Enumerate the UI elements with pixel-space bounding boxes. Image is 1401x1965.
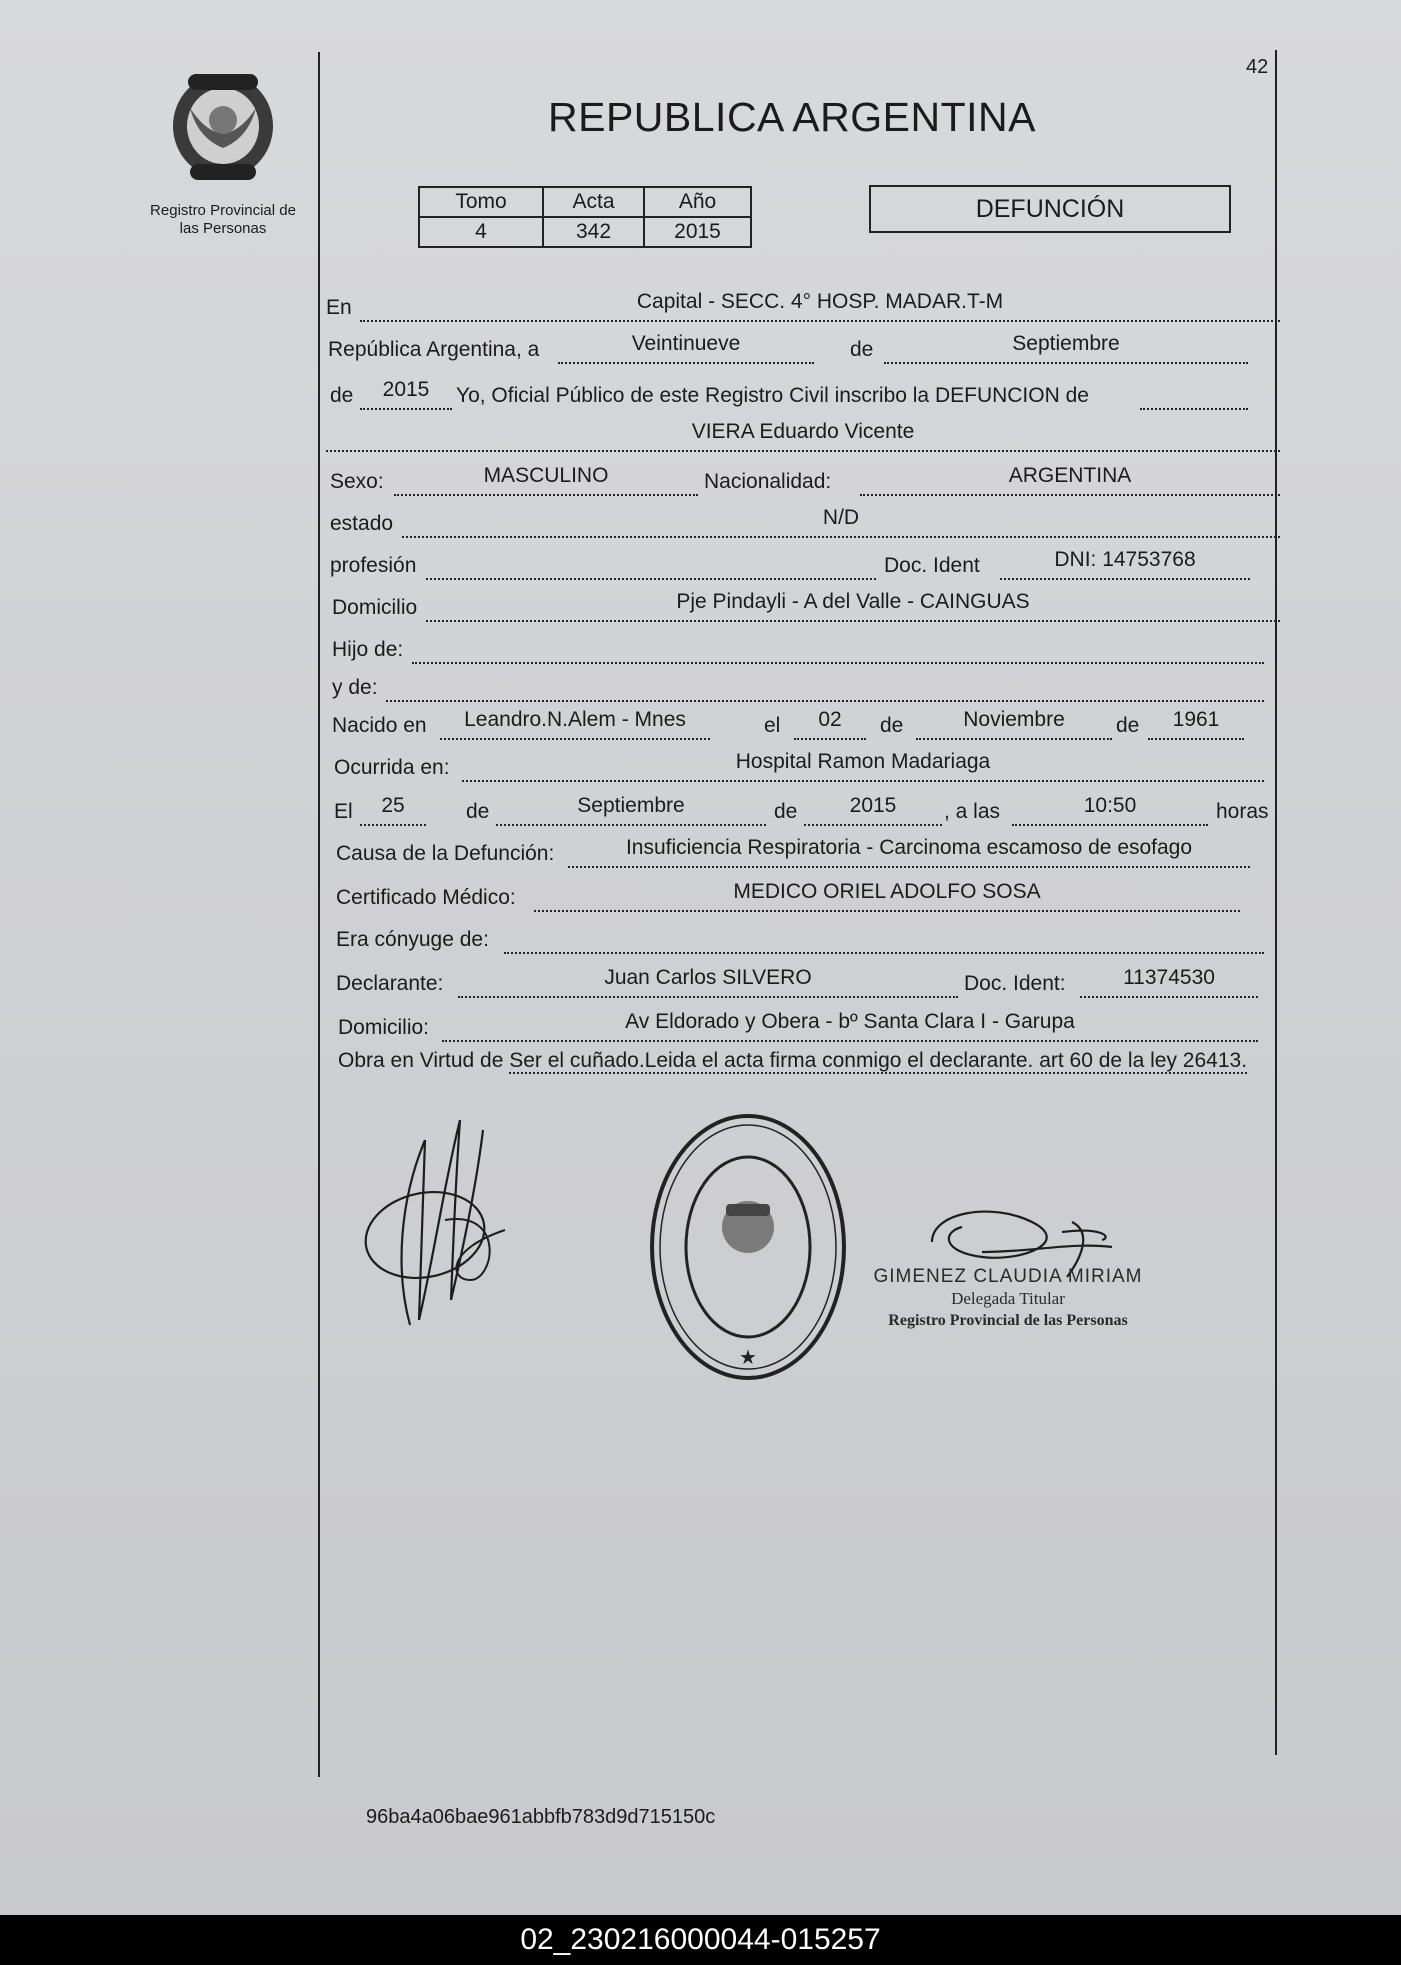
field-sex: MASCULINO xyxy=(394,462,698,496)
row-status xyxy=(326,504,1281,538)
official-organization: Registro Provincial de las Personas xyxy=(888,1312,1128,1329)
field-place: Capital - SECC. 4° HOSP. MADAR.T-M xyxy=(360,288,1280,322)
registry-name xyxy=(130,202,316,238)
label-de-birth-month: de xyxy=(880,714,904,737)
official-signature-block xyxy=(868,1266,1148,1332)
row-legal-basis xyxy=(338,1046,1283,1076)
label-de: de xyxy=(850,338,874,361)
field-birth-day: 02 xyxy=(794,706,866,740)
field-nationality: ARGENTINA xyxy=(860,462,1280,496)
field-occurred-place: Hospital Ramon Madariaga xyxy=(462,748,1264,782)
row-death-date xyxy=(326,792,1281,826)
field-declarant-doc: 11374530 xyxy=(1080,964,1258,998)
label-de-birth-year: de xyxy=(1116,714,1140,737)
book-reference-table xyxy=(418,186,752,248)
label-y-de: y de: xyxy=(332,676,378,699)
provincial-seal-logo xyxy=(168,68,278,186)
label-republica: República Argentina, a xyxy=(328,338,540,361)
field-blank-after-statement xyxy=(1140,376,1248,410)
field-certificate: MEDICO ORIEL ADOLFO SOSA xyxy=(534,878,1240,912)
field-spouse xyxy=(504,920,1264,954)
field-address: Pje Pindayli - A del Valle - CAINGUAS xyxy=(426,588,1280,622)
label-declarante: Declarante: xyxy=(336,972,444,995)
footer-code-bar: 02_230216000044-015257 xyxy=(0,1915,1401,1965)
field-birth-year: 1961 xyxy=(1148,706,1244,740)
label-obra: Obra en Virtud de xyxy=(338,1049,504,1072)
label-yo-statement: Yo, Oficial Público de este Registro Civil inscribo la DEFUNCION de xyxy=(456,384,1089,407)
page-number: 42 xyxy=(1246,56,1269,78)
field-deceased-name: VIERA Eduardo Vicente xyxy=(326,418,1280,452)
registry-line-2: las Personas xyxy=(179,220,267,237)
field-and-of xyxy=(386,668,1264,702)
field-declarant: Juan Carlos SILVERO xyxy=(458,964,958,998)
value-tomo: 4 xyxy=(419,217,543,247)
row-son-of xyxy=(326,630,1281,664)
label-causa: Causa de la Defunción: xyxy=(336,842,555,865)
page-title: REPUBLICA ARGENTINA xyxy=(548,94,1036,140)
row-sex-nationality xyxy=(326,462,1281,496)
field-death-day: 25 xyxy=(360,792,426,826)
label-decl-domicilio: Domicilio: xyxy=(338,1016,430,1039)
field-death-year: 2015 xyxy=(804,792,942,826)
label-el: el xyxy=(764,714,781,737)
row-name xyxy=(326,418,1281,452)
document-hash: 96ba4a06bae961abbfb783d9d715150c xyxy=(366,1806,716,1828)
label-hijo-de: Hijo de: xyxy=(332,638,404,661)
left-margin-rule xyxy=(318,52,320,1777)
label-a-las: , a las xyxy=(944,800,1001,823)
field-day: Veintinueve xyxy=(558,330,814,364)
value-acta: 342 xyxy=(543,217,644,247)
field-cause: Insuficiencia Respiratoria - Carcinoma escamoso de esofago xyxy=(568,834,1250,868)
field-death-time: 10:50 xyxy=(1012,792,1208,826)
row-place xyxy=(326,288,1281,322)
svg-text:★: ★ xyxy=(739,1345,757,1369)
field-year: 2015 xyxy=(360,376,452,410)
row-declarant xyxy=(326,964,1281,998)
official-stamp xyxy=(648,1112,848,1382)
declarant-signature xyxy=(355,1100,515,1340)
row-cause xyxy=(326,834,1281,868)
field-birthplace: Leandro.N.Alem - Mnes xyxy=(440,706,710,740)
label-horas: horas xyxy=(1216,800,1269,823)
row-spouse xyxy=(326,920,1281,954)
label-de-year: de xyxy=(330,384,354,407)
field-document: DNI: 14753768 xyxy=(1000,546,1250,580)
header-acta: Acta xyxy=(543,187,644,217)
field-status: N/D xyxy=(402,504,1280,538)
label-estado: estado xyxy=(330,512,394,535)
label-conyuge: Era cónyuge de: xyxy=(336,928,489,951)
label-doc-ident: Doc. Ident xyxy=(884,554,980,577)
row-and-of xyxy=(326,668,1281,702)
label-sexo: Sexo: xyxy=(330,470,384,493)
field-birth-month: Noviembre xyxy=(916,706,1112,740)
official-role: Delegada Titular xyxy=(951,1289,1065,1308)
label-ocurrida-en: Ocurrida en: xyxy=(334,756,450,779)
row-profession-doc xyxy=(326,546,1281,580)
label-decl-doc: Doc. Ident: xyxy=(964,972,1066,995)
header-tomo: Tomo xyxy=(419,187,543,217)
field-declarant-address: Av Eldorado y Obera - bº Santa Clara I - Garupa xyxy=(442,1008,1258,1042)
row-date xyxy=(326,330,1281,364)
label-certificado: Certificado Médico: xyxy=(336,886,516,909)
label-en: En xyxy=(326,296,352,319)
label-domicilio: Domicilio xyxy=(332,596,418,619)
row-address xyxy=(326,588,1281,622)
label-de-death-year: de xyxy=(774,800,798,823)
row-declarant-address xyxy=(326,1008,1281,1042)
row-certificate xyxy=(326,878,1281,912)
label-profesion: profesión xyxy=(330,554,417,577)
row-year xyxy=(326,376,1281,410)
label-el-death: El xyxy=(334,800,353,823)
label-de-death-month: de xyxy=(466,800,490,823)
field-death-month: Septiembre xyxy=(496,792,766,826)
label-nacionalidad: Nacionalidad: xyxy=(704,470,832,493)
field-profession xyxy=(426,546,876,580)
field-month: Septiembre xyxy=(884,330,1248,364)
row-birth xyxy=(326,706,1281,740)
official-name: GIMENEZ CLAUDIA MIRIAM xyxy=(873,1266,1143,1287)
registry-line-1: Registro Provincial de xyxy=(150,202,296,219)
label-nacido-en: Nacido en xyxy=(332,714,427,737)
value-anio: 2015 xyxy=(644,217,751,247)
header-anio: Año xyxy=(644,187,751,217)
record-type-box: DEFUNCIÓN xyxy=(869,185,1231,233)
field-son-of xyxy=(412,630,1264,664)
field-legal-basis: Ser el cuñado.Leida el acta firma conmigo el declarante. art 60 de la ley 26413. xyxy=(509,1049,1248,1072)
row-occurred xyxy=(326,748,1281,782)
